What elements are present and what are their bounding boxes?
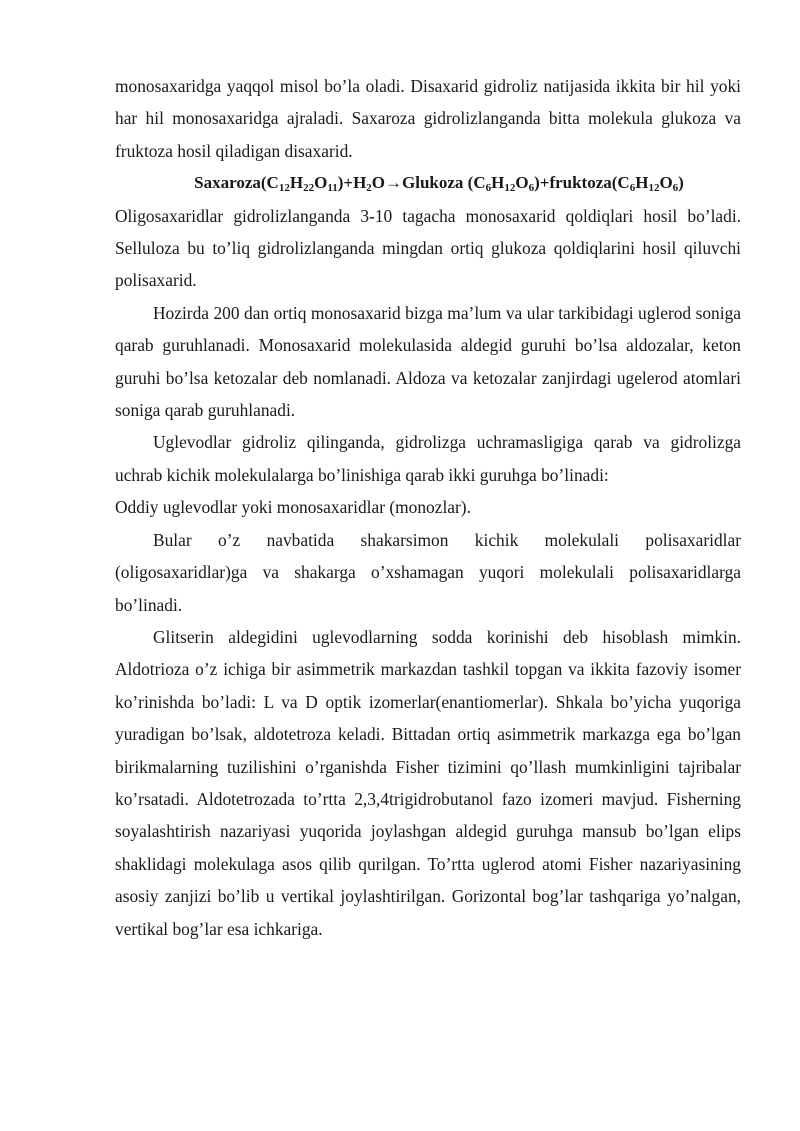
- subscript: 11: [327, 182, 338, 195]
- subscript: 6: [629, 182, 636, 195]
- formula-element: H: [289, 173, 304, 193]
- paragraph-simple-carbs: Oddiy uglevodlar yoki monosaxaridlar (monozlar).: [115, 497, 471, 518]
- paragraph-polysaccharides: Bular o’z navbatida shakarsimon kichik molekulali polisaxaridlar (oligosaxaridlar)ga va shakarga o’xshamagan yuqori molekulali polisaxaridlarga bo’linadi.: [115, 529, 741, 615]
- formula-element: O: [314, 173, 328, 193]
- paragraph-disaccharide: monosaxaridga yaqqol misol bo’la oladi. Disaxarid gidroliz natijasida ikkita bir hil yoki har hil monosaxaridga ajraladi. Saxaroza gidrolizlanganda bitta molekula glukoza va fruktoza hosil qiladigan disaxarid.: [115, 76, 741, 161]
- subscript: 6: [672, 182, 679, 195]
- subscript: 12: [278, 182, 290, 195]
- formula-glukoza: Glukoza (C: [402, 173, 486, 193]
- document-body: [115, 70, 741, 945]
- subscript: 6: [528, 182, 535, 195]
- subscript: 22: [303, 182, 315, 195]
- paragraph-monosaccharide-groups: Hozirda 200 dan ortiq monosaxarid bizga ma’lum va ular tarkibidagi uglerod soniga qarab guruhlanadi. Monosaxarid molekulasida aldegid guruhi bo’lsa aldozalar, keton guruhi bo’lsa ketozalar deb nomlanadi. Aldoza va ketozalar zanjirdagi ugelerod atomlari soniga qarab guruhlanadi.: [115, 302, 741, 421]
- formula-element: O: [371, 173, 386, 193]
- reaction-arrow: →: [385, 173, 403, 193]
- subscript: 6: [485, 182, 492, 195]
- formula-water: )+H: [337, 173, 367, 193]
- paragraph-oligosaccharides: Oligosaxaridlar gidrolizlanganda 3-10 tagacha monosaxarid qoldiqlari hosil bo’ladi. Selluloza bu to’liq gidrolizlanganda mingdan ortiq glukoza qoldiqlarini hosil qiluvchi polisaxarid.: [115, 205, 741, 291]
- formula-close: ): [678, 173, 684, 193]
- subscript: 12: [504, 182, 516, 195]
- sucrose-hydrolysis-equation: [115, 167, 741, 199]
- formula-element: H: [635, 173, 649, 193]
- formula-element: O: [515, 173, 529, 193]
- subscript: 12: [648, 182, 660, 195]
- formula-element: O: [659, 173, 673, 193]
- subscript: 2: [366, 182, 372, 195]
- formula-fruktoza: )+fruktoza(C: [534, 173, 630, 193]
- paragraph-fischer: Glitserin aldegidini uglevodlarning sodda korinishi deb hisoblash mimkin. Aldotrioza o’z ichiga bir asimmetrik markazdan tashkil topgan va ikkita fazoviy isomer ko’rinishda bo’ladi: L va D optik izomerlar(enantiomerlar). Shkala bo’yicha yuqoriga yuradigan bo’lsak, aldotetroza keladi. Bittadan ortiq asimmetrik markazga ega bo’lgan birikmalarning tuzilishini o’rganishda Fisher tizimini qo’llash mumkinligini tajribalar ko’rsatadi. Aldotetrozada to’rtta 2,3,4trigidrobutanol fazo izomeri mavjud. Fisherning soyalashtirish nazariyasi yuqorida joylashgan aldegid guruhga mansub bo’lgan elips shaklidagi molekulaga asos qilib qurilgan. To’rtta uglerod atomi Fisher nazariyasining asosiy zanjizi bo’lib u vertikal joylashtirilgan. Gorizontal bog’lar tashqariga yo’nalgan, vertikal bog’lar esa ichkariga.: [115, 626, 741, 939]
- formula-saxaroza: Saxaroza(C: [194, 173, 279, 193]
- formula-element: H: [491, 173, 505, 193]
- paragraph-hydrolysis-classes: Uglevodlar gidroliz qilinganda, gidrolizga uchramasligiga qarab va gidrolizga uchrab kichik molekulalarga bo’linishiga qarab ikki guruhga bo’linadi:: [115, 432, 741, 485]
